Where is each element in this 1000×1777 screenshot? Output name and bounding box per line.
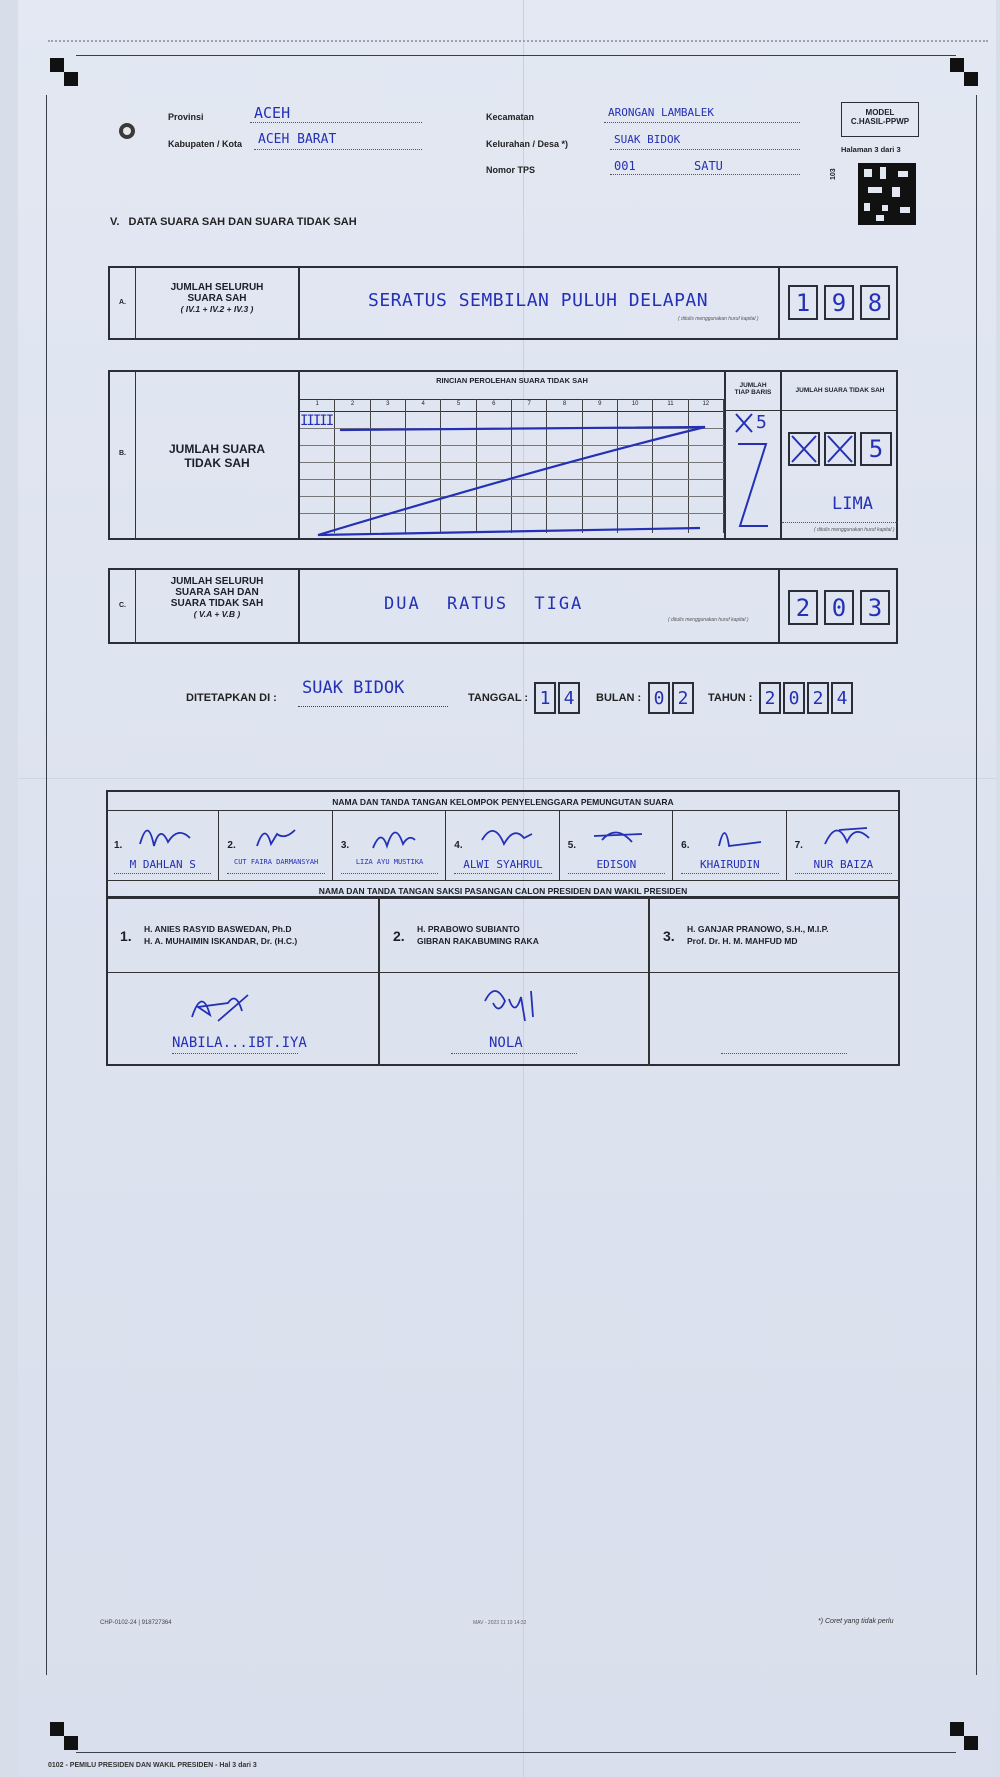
rincian-column-number: 11: [667, 401, 674, 407]
jumlah-tiap-baris-cell: [726, 370, 782, 540]
form-paper: [18, 0, 996, 1777]
tps-words: SATU: [694, 159, 723, 173]
kpps-member-name: M DAHLAN S: [129, 858, 196, 871]
tahun-label: TAHUN :: [708, 692, 753, 704]
rincian-column-number: 8: [562, 401, 567, 407]
kpps-member-number: 4.: [454, 840, 463, 851]
kpps-member-2: [219, 810, 332, 880]
kpps-member-name: EDISON: [596, 858, 637, 871]
page-border-bottom: [76, 1752, 956, 1753]
bulan-label: BULAN :: [596, 692, 642, 704]
row-b-digit-3: 5: [860, 432, 892, 466]
tps-label: Nomor TPS: [486, 165, 536, 175]
kpps-member-1: [106, 810, 219, 880]
kpps-member-name: KHAIRUDIN: [700, 858, 760, 871]
saksi-signature-cell-3: [649, 973, 900, 1065]
row-a-digit-1: 1: [788, 285, 818, 320]
row-b-hint: ( ditulis menggunakan huruf kapital ): [814, 527, 895, 533]
saksi-candidate-number: 1.: [120, 928, 132, 944]
row-a-letter-cell: [108, 266, 136, 340]
row-a-words: SERATUS SEMBILAN PULUH DELAPAN: [368, 290, 709, 311]
kpps-header: NAMA DAN TANDA TANGAN KELOMPOK PENYELENGGARA PEMUNGUTAN SUARA: [332, 797, 674, 807]
kpps-signature-icon: [251, 816, 311, 856]
bulan-digit-2: 2: [672, 682, 694, 714]
kelurahan-dotline: [610, 149, 800, 150]
kpps-member-number: 3.: [340, 840, 350, 851]
fold-crease-horizontal: [18, 778, 996, 779]
row-a-label-l2: SUARA SAH: [187, 293, 247, 304]
kpps-member-number: 2.: [227, 840, 236, 851]
rincian-column-number: 2: [350, 401, 355, 407]
tanggal-digit-2: 4: [558, 682, 580, 714]
kabupaten-label: Kabupaten / Kota: [168, 139, 243, 149]
provinsi-dotline: [250, 122, 422, 123]
tally-mark: IIIII: [300, 413, 333, 429]
kpps-member-name: NUR BAIZA: [813, 858, 874, 871]
kpps-member-3: [333, 810, 446, 880]
rincian-column-number: 6: [492, 401, 496, 407]
page-border-top: [76, 55, 956, 56]
saksi-candidate-vice-president: Prof. Dr. H. M. MAHFUD MD: [687, 936, 798, 946]
saksi-signature-cell-1: [106, 973, 378, 1065]
rincian-column-number: 4: [421, 401, 425, 407]
kecamatan-dotline: [604, 122, 800, 123]
row-a-hint: ( ditulis menggunakan huruf kapital ): [678, 316, 759, 322]
row-a-divider: [778, 266, 780, 340]
saksi-candidate-president: H. GANJAR PRANOWO, S.H., M.I.P.: [687, 924, 829, 934]
row-c-label-l3: SUARA TIDAK SAH: [170, 598, 264, 609]
row-b-digit-1: [788, 432, 820, 466]
row-a-digit-2: 9: [824, 285, 854, 320]
tahun-digit-1: 2: [759, 682, 781, 714]
saksi-signature-icon: [475, 981, 555, 1031]
ditetapkan-label: DITETAPKAN DI :: [186, 692, 277, 704]
total-header: JUMLAH SUARA TIDAK SAH: [795, 387, 885, 394]
perforation-line: [48, 40, 988, 42]
row-c-divider: [778, 568, 780, 644]
row-b-label-l2: TIDAK SAH: [184, 456, 250, 470]
kpps-member-7: [787, 810, 900, 880]
section-title: V. DATA SUARA SAH DAN SUARA TIDAK SAH: [110, 216, 357, 228]
rincian-column-number: 10: [631, 401, 639, 407]
jumlah-value: 5: [756, 412, 767, 433]
row-c-digit-1: 2: [788, 590, 818, 625]
kpps-member-name: CUT FAIRA DARMANSYAH: [233, 858, 319, 866]
kpps-member-number: 6.: [681, 840, 690, 851]
saksi-witness-name: NOLA: [489, 1035, 523, 1051]
model-line1: MODEL: [865, 108, 895, 117]
row-c-letter-cell: [108, 568, 136, 644]
kelurahan-label: Kelurahan / Desa *): [486, 139, 569, 149]
rincian-column-number: 9: [598, 401, 602, 407]
row-b-letter-cell: [108, 370, 136, 540]
row-c-digit-2: 0: [824, 590, 854, 625]
row-c-label-l4: ( V.A + V.B ): [193, 609, 241, 619]
row-c-letter: C.: [119, 602, 126, 609]
footer-bottom: 0102 - PEMILU PRESIDEN DAN WAKIL PRESIDEN - Hal 3 dari 3: [48, 1762, 257, 1769]
kpps-member-name: ALWI SYAHRUL: [463, 858, 543, 871]
rincian-column-number: 1: [315, 401, 319, 407]
footer-code-left: CHP-0102-24 | 918727364: [100, 1620, 172, 1626]
kpps-signature-icon: [478, 816, 538, 856]
saksi-candidate-vice-president: GIBRAN RAKABUMING RAKA: [417, 936, 539, 946]
kabupaten-value: ACEH BARAT: [258, 132, 337, 147]
row-a-label-l3: ( IV.1 + IV.2 + IV.3 ): [180, 304, 254, 314]
rincian-grid: [300, 370, 724, 540]
tahun-digit-4: 4: [831, 682, 853, 714]
row-a-label-l1: JUMLAH SELURUH: [170, 282, 264, 293]
qr-code-icon: [858, 163, 916, 225]
jumlah-header-l1: JUMLAH: [739, 382, 767, 389]
rincian-column-number: 7: [527, 401, 531, 407]
footer-note: *) Coret yang tidak perlu: [818, 1618, 894, 1625]
saksi-candidate-vice-president: H. A. MUHAIMIN ISKANDAR, Dr. (H.C.): [144, 936, 298, 946]
jumlah-header-l2: TIAP BARIS: [734, 389, 772, 396]
footer-code-mid: MAV - 2023 11 19 14:32: [473, 1620, 527, 1626]
jumlah-strike-icon: [734, 414, 780, 534]
kpps-member-5: [560, 810, 673, 880]
kpps-member-4: [446, 810, 559, 880]
kpps-member-6: [673, 810, 786, 880]
kpps-signature-icon: [705, 816, 765, 856]
row-b-digit-2: [824, 432, 856, 466]
kpu-logo-icon: [118, 122, 136, 140]
row-c-label-cell: [136, 568, 300, 644]
row-c-digit-3: 3: [860, 590, 890, 625]
page-info: Halaman 3 dari 3: [841, 145, 901, 154]
provinsi-label: Provinsi: [168, 112, 204, 122]
rincian-column-number: 5: [456, 401, 461, 407]
saksi-signature-cell-2: [379, 973, 649, 1065]
kpps-signature-icon: [138, 816, 198, 856]
saksi-candidate-president: H. ANIES RASYID BASWEDAN, Ph.D: [144, 924, 292, 934]
kpps-member-number: 5.: [567, 840, 577, 851]
row-c-label-l1: JUMLAH SELURUH: [170, 576, 264, 587]
provinsi-value: ACEH: [254, 104, 291, 122]
tps-dotline: [610, 174, 800, 175]
total-tidak-sah-cell: [782, 370, 898, 540]
saksi-candidate-2: [379, 898, 649, 972]
row-b-label-l1: JUMLAH SUARA: [169, 442, 265, 456]
rincian-column-number: 12: [702, 401, 710, 407]
tanggal-label: TANGGAL :: [468, 692, 529, 704]
row-b-letter: B.: [119, 450, 126, 457]
kpps-member-number: 1.: [114, 840, 123, 851]
tahun-digit-2: 0: [783, 682, 805, 714]
row-b-label-cell: [136, 370, 300, 540]
kpps-signature-icon: [365, 816, 425, 856]
bulan-digit-1: 0: [648, 682, 670, 714]
model-box: [841, 102, 919, 137]
kpps-signature-icon: [819, 816, 879, 856]
kpps-signature-icon: [592, 816, 652, 856]
row-c-words: DUA RATUS TIGA: [384, 594, 584, 614]
kecamatan-label: Kecamatan: [486, 112, 535, 122]
row-c-hint: ( ditulis menggunakan huruf kapital ): [668, 617, 749, 623]
kelurahan-value: SUAK BIDOK: [614, 133, 681, 146]
tps-number: 001: [614, 159, 636, 173]
kpps-member-name: LIZA AYU MUSTIKA: [355, 858, 424, 866]
saksi-candidate-3: [649, 898, 900, 972]
saksi-candidate-1: [106, 898, 378, 972]
saksi-candidate-president: H. PRABOWO SUBIANTO: [417, 924, 520, 934]
z-strike-icon: [300, 370, 724, 540]
row-c-label-l2: SUARA SAH DAN: [175, 587, 259, 598]
rincian-header: RINCIAN PEROLEHAN SUARA TIDAK SAH: [436, 376, 588, 385]
saksi-header: NAMA DAN TANDA TANGAN SAKSI PASANGAN CALON PRESIDEN DAN WAKIL PRESIDEN: [318, 886, 688, 896]
saksi-candidate-number: 2.: [393, 928, 405, 944]
saksi-witness-name: NABILA...IBT.IYA: [172, 1035, 307, 1051]
page-border-right: [976, 95, 977, 1675]
ditetapkan-dotline: [298, 706, 448, 707]
side-code: 103: [830, 168, 837, 180]
saksi-signature-icon: [188, 981, 268, 1031]
model-line2: C.HASIL-PPWP: [850, 117, 910, 126]
kpps-member-number: 7.: [794, 840, 803, 851]
kabupaten-dotline: [254, 149, 422, 150]
row-a-label-cell: [136, 266, 300, 340]
rincian-column-number: 3: [386, 401, 390, 407]
kecamatan-value: ARONGAN LAMBALEK: [608, 106, 714, 119]
row-b-words: LIMA: [832, 494, 873, 514]
ditetapkan-place: SUAK BIDOK: [302, 678, 405, 698]
saksi-candidate-number: 3.: [663, 928, 675, 944]
tahun-digit-3: 2: [807, 682, 829, 714]
page-border-left: [46, 95, 47, 1675]
row-a-letter: A.: [119, 299, 126, 306]
row-a-digit-3: 8: [860, 285, 890, 320]
tanggal-digit-1: 1: [534, 682, 556, 714]
